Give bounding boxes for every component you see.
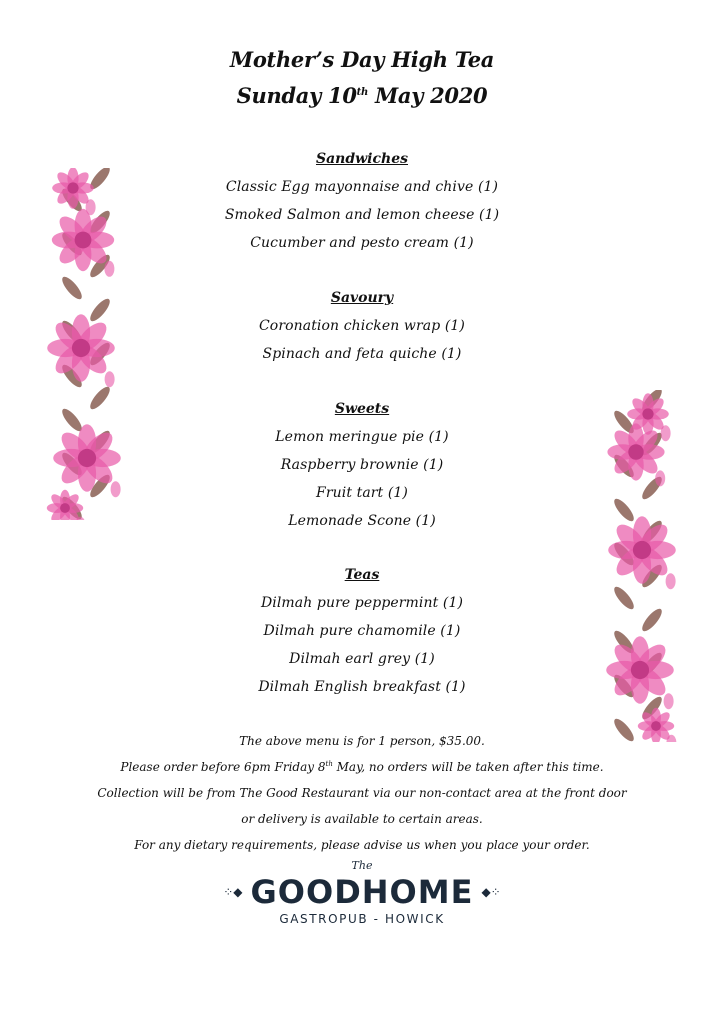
goodhome-logo: [0, 858, 724, 928]
logo-the: The: [351, 859, 373, 872]
price-note: The above menu is for 1 person, $35.00.: [239, 734, 485, 748]
menu-item: Raspberry brownie (1): [280, 457, 444, 473]
menu-item: Cucumber and pesto cream (1): [250, 235, 474, 251]
section-heading: Sandwiches: [315, 151, 408, 167]
menu-item: Dilmah English breakfast (1): [258, 679, 466, 695]
menu-item: Spinach and feta quiche (1): [262, 346, 462, 362]
menu-item: Dilmah earl grey (1): [289, 651, 435, 667]
section-sweets: [0, 397, 724, 535]
section-heading: Sweets: [334, 401, 390, 417]
ornament-right-icon: ◆⁘: [481, 885, 501, 899]
menu-item: Lemon meringue pie (1): [275, 429, 449, 445]
menu-title: [0, 42, 724, 114]
bud-icon: [105, 371, 115, 387]
menu-item: Classic Egg mayonnaise and chive (1): [225, 179, 499, 195]
bud-icon: [104, 261, 114, 277]
section-heading: Teas: [344, 567, 380, 583]
section-savoury: [0, 286, 724, 368]
section-heading: Savoury: [330, 290, 394, 306]
dietary-note: For any dietary requirements, please advise us when you place your order.: [134, 838, 590, 852]
menu-item: Coronation chicken wrap (1): [258, 318, 465, 334]
title-line-1: Mother’s Day High Tea: [229, 47, 495, 72]
order-notes: [0, 728, 724, 858]
logo-tagline: GASTROPUB - HOWICK: [279, 912, 445, 926]
order-deadline-note: Please order before 6pm Friday 8th May, no orders will be taken after this time.: [120, 760, 604, 774]
delivery-note: or delivery is available to certain areas.: [241, 812, 483, 826]
menu-item: Smoked Salmon and lemon cheese (1): [224, 207, 500, 223]
menu-item: Fruit tart (1): [316, 485, 408, 501]
logo-name: GOODHOME: [250, 873, 474, 911]
section-teas: [0, 563, 724, 701]
menu-item: Lemonade Scone (1): [288, 513, 436, 529]
ornament-left-icon: ⁘◆: [223, 885, 243, 899]
section-sandwiches: [0, 147, 724, 257]
title-line-2: Sunday 10th May 2020: [236, 83, 488, 108]
menu-item: Dilmah pure peppermint (1): [260, 595, 464, 611]
collection-note: Collection will be from The Good Restaurant via our non-contact area at the front door: [97, 786, 627, 800]
menu-item: Dilmah pure chamomile (1): [263, 623, 461, 639]
